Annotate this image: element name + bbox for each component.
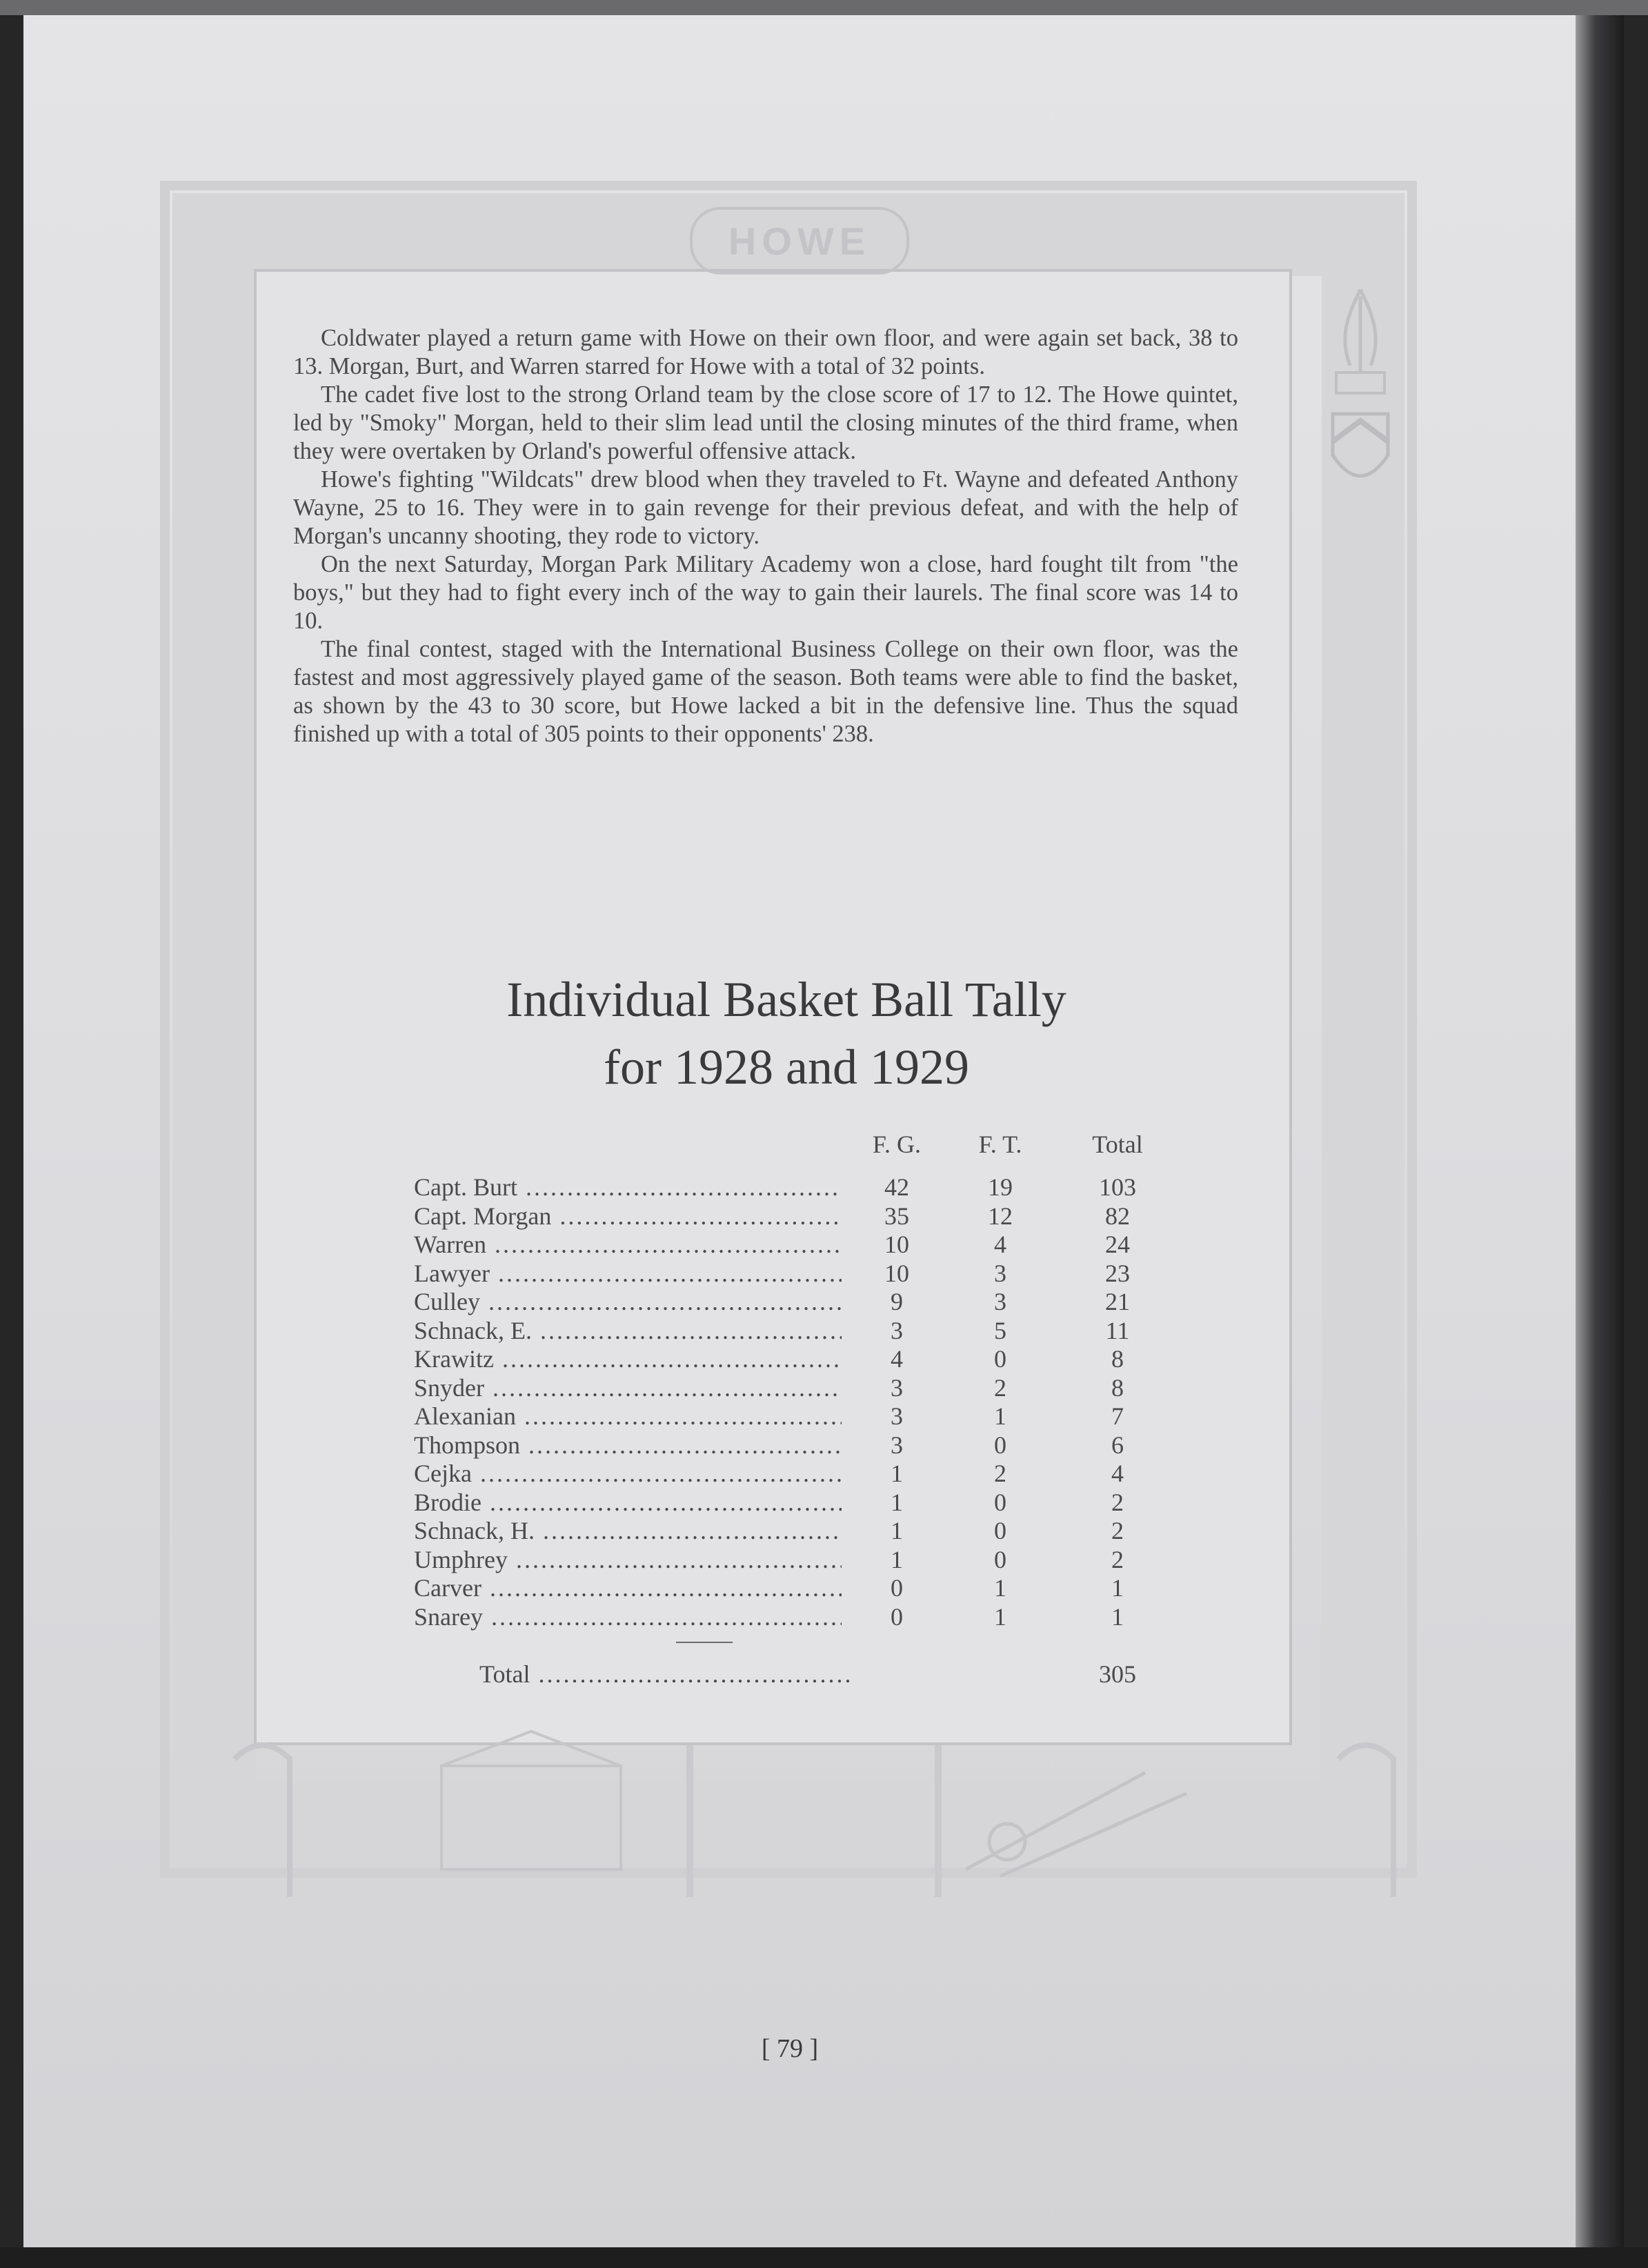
grand-total-label: Total .....	[479, 1660, 852, 1689]
table-row	[414, 1573, 1173, 1602]
paragraph: The final contest, staged with the International Business College on their own floor, was the fastest and most aggressively played game of the season. Both teams were able to find the basket, as shown by the 43 to 30 score, but Howe lacked a bit in the defensive line. Thus the squad finished up with a total of 305 points to their opponents' 238.	[293, 636, 1238, 747]
field-goals: 1	[891, 1460, 903, 1487]
player-name: Culley .....	[414, 1287, 842, 1316]
tally-title-line: Individual Basket Ball Tally	[506, 972, 1066, 1027]
total-points: 11	[1105, 1316, 1130, 1344]
player-name: Capt. Burt .....	[414, 1173, 842, 1202]
free-throws: 5	[994, 1316, 1006, 1344]
field-goals: 10	[884, 1259, 909, 1287]
field-goals: 3	[891, 1373, 903, 1402]
table-row	[414, 1431, 1173, 1460]
column-header-ft: F. T.	[978, 1131, 1022, 1158]
total-points: 2	[1111, 1488, 1124, 1516]
scan-bottom-edge	[0, 2247, 1648, 2268]
total-points: 103	[1099, 1173, 1136, 1201]
grand-total-value: 305	[1099, 1660, 1136, 1688]
field-goals: 3	[891, 1316, 903, 1344]
field-goals: 1	[891, 1517, 903, 1544]
tally-title-line: for 1928 and 1929	[604, 1040, 969, 1095]
free-throws: 19	[988, 1173, 1013, 1201]
total-points: 8	[1111, 1345, 1124, 1373]
decorative-scene-illustration	[207, 1718, 1421, 1911]
field-goals: 35	[884, 1202, 909, 1230]
table-row	[414, 1488, 1173, 1517]
free-throws: 0	[994, 1488, 1006, 1516]
field-goals: 10	[884, 1231, 909, 1258]
player-name: Krawitz .....	[414, 1344, 842, 1373]
table-row	[414, 1602, 1173, 1631]
field-goals: 3	[891, 1431, 903, 1459]
column-header-fg: F. G.	[872, 1131, 922, 1158]
total-points: 1	[1111, 1602, 1124, 1631]
free-throws: 3	[994, 1288, 1006, 1315]
player-name: Thompson .....	[414, 1431, 842, 1460]
table-row	[414, 1516, 1173, 1545]
player-name: Warren .....	[414, 1230, 842, 1259]
total-points: 23	[1105, 1259, 1130, 1287]
total-points: 6	[1111, 1431, 1124, 1459]
table-row	[414, 1459, 1173, 1488]
total-points: 21	[1105, 1288, 1130, 1315]
howe-banner: HOWE	[690, 207, 909, 275]
page-number: [ 79 ]	[761, 2034, 819, 2063]
total-points: 2	[1111, 1545, 1124, 1573]
free-throws: 1	[994, 1602, 1006, 1631]
crest-icon	[1319, 276, 1402, 538]
field-goals: 1	[891, 1488, 903, 1516]
free-throws: 3	[994, 1259, 1006, 1287]
player-name: Schnack, E. .....	[414, 1316, 842, 1345]
paragraph: Howe's fighting "Wildcats" drew blood when they traveled to Ft. Wayne and defeated Anthony Wayne, 25 to 16. They were in to gain revenge for their previous defeat, and with the help of Morgan's uncanny shooting, they rode to victory.	[293, 466, 1238, 549]
free-throws: 0	[994, 1345, 1006, 1373]
player-name: Umphrey .....	[414, 1545, 842, 1574]
total-rule	[676, 1642, 733, 1643]
player-name: Alexanian .....	[414, 1402, 842, 1431]
field-goals: 3	[891, 1402, 903, 1430]
total-points: 2	[1111, 1517, 1124, 1544]
field-goals: 9	[891, 1288, 903, 1315]
player-name: Schnack, H. .....	[414, 1516, 842, 1545]
total-points: 82	[1105, 1202, 1130, 1230]
field-goals: 42	[884, 1173, 909, 1201]
column-header-total: Total	[1092, 1131, 1143, 1158]
free-throws: 0	[994, 1431, 1006, 1459]
free-throws: 1	[994, 1574, 1006, 1602]
total-points: 4	[1111, 1460, 1124, 1487]
total-points: 1	[1111, 1574, 1124, 1602]
field-goals: 0	[891, 1574, 903, 1602]
free-throws: 1	[994, 1402, 1006, 1430]
table-row	[414, 1373, 1173, 1402]
paragraph: Coldwater played a return game with Howe on their own floor, and were again set back, 38 to 13. Morgan, Burt, and Warren starred for Howe with a total of 32 points.	[293, 325, 1238, 379]
field-goals: 1	[891, 1545, 903, 1573]
free-throws: 4	[994, 1231, 1006, 1258]
table-row	[414, 1173, 1173, 1202]
table-row	[414, 1230, 1173, 1259]
table-row	[414, 1344, 1173, 1373]
free-throws: 2	[994, 1373, 1006, 1402]
total-points: 8	[1111, 1373, 1124, 1402]
table-row	[414, 1545, 1173, 1574]
player-name: Snarey .....	[414, 1602, 842, 1631]
table-row	[414, 1287, 1173, 1316]
player-name: Brodie .....	[414, 1488, 842, 1517]
free-throws: 0	[994, 1517, 1006, 1544]
free-throws: 12	[988, 1202, 1013, 1230]
field-goals: 0	[891, 1602, 903, 1631]
field-goals: 4	[891, 1345, 903, 1373]
table-row	[414, 1402, 1173, 1431]
paragraph: The cadet five lost to the strong Orland team by the close score of 17 to 12. The Howe quintet, led by "Smoky" Morgan, held to their slim lead until the closing minutes of the third frame, when they were overtaken by Orland's powerful offensive attack.	[293, 381, 1238, 464]
paragraph: On the next Saturday, Morgan Park Military Academy won a close, hard fought tilt from "the boys," but they had to fight every inch of the way to gain their laurels. The final score was 14 to 10.	[293, 551, 1238, 634]
total-points: 7	[1111, 1402, 1124, 1430]
player-name: Carver .....	[414, 1573, 842, 1602]
table-row	[414, 1202, 1173, 1231]
scan-top-edge	[0, 0, 1648, 15]
free-throws: 2	[994, 1460, 1006, 1487]
table-row	[414, 1259, 1173, 1288]
table-row	[414, 1316, 1173, 1345]
total-points: 24	[1105, 1231, 1130, 1258]
player-name: Capt. Morgan .....	[414, 1202, 842, 1231]
tally-title	[290, 966, 1283, 1101]
player-name: Snyder .....	[414, 1373, 842, 1402]
player-name: Lawyer .....	[414, 1259, 842, 1288]
book-spine	[1576, 15, 1624, 2247]
player-name: Cejka .....	[414, 1459, 842, 1488]
narrative-text	[293, 324, 1238, 748]
free-throws: 0	[994, 1545, 1006, 1573]
